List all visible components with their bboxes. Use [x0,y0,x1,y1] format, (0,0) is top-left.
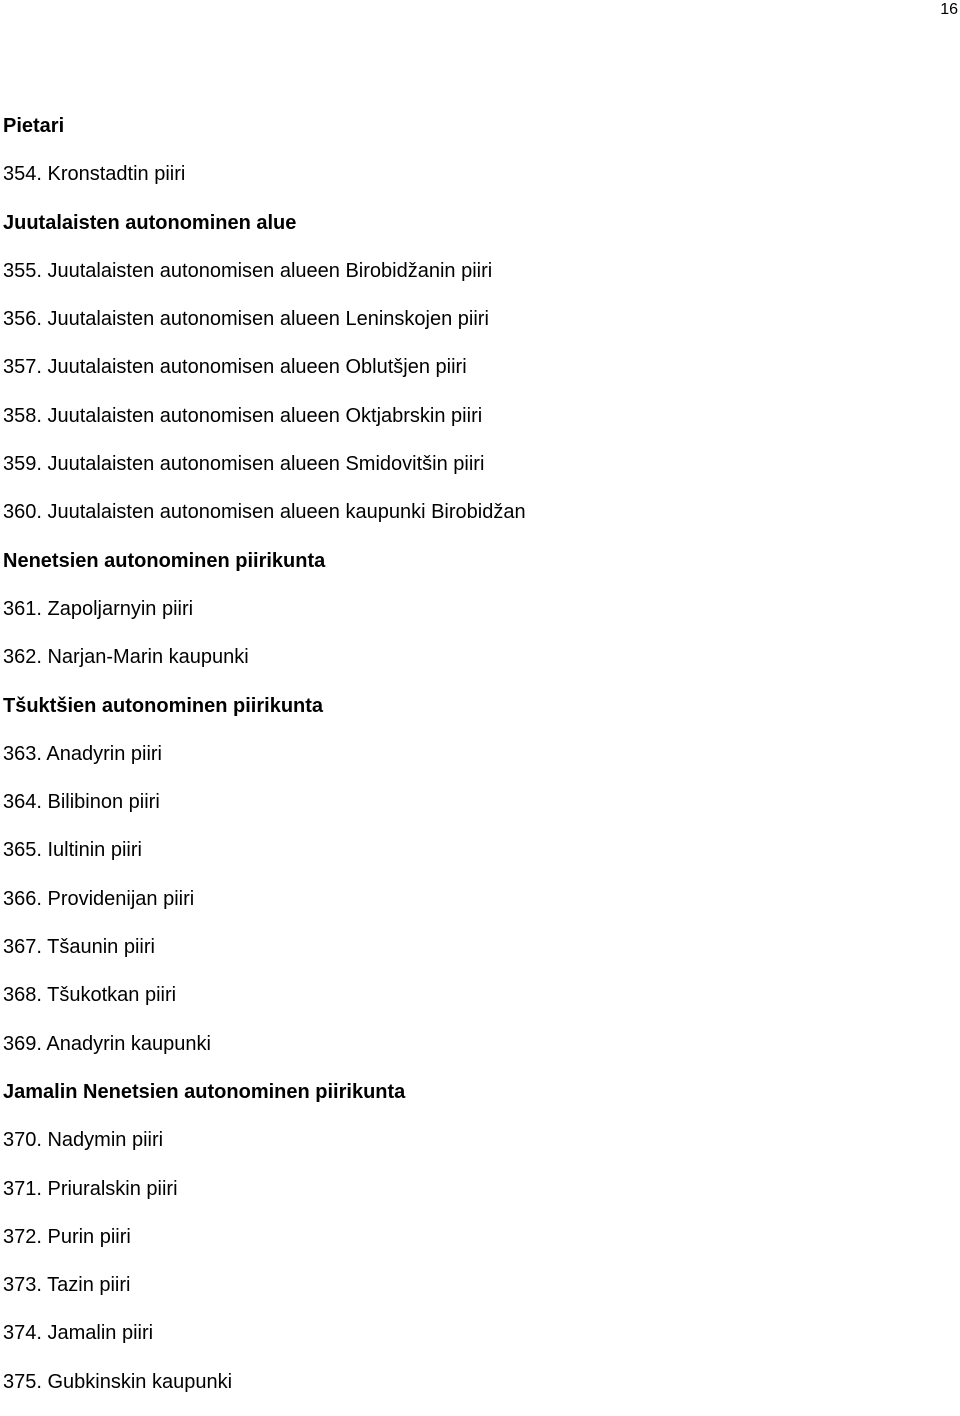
list-item: 373. Tazin piiri [3,1274,131,1297]
section-heading: Juutalaisten autonominen alue [3,211,297,234]
list-item: 354. Kronstadtin piiri [3,163,186,186]
list-item: 375. Gubkinskin kaupunki [3,1370,233,1393]
list-item: 374. Jamalin piiri [3,1322,154,1345]
list-item: 367. Tšaunin piiri [3,936,155,959]
section-heading: Pietari [3,115,65,137]
list-item: 368. Tšukotkan piiri [3,984,177,1007]
list-item: 372. Purin piiri [3,1225,131,1248]
section-heading: Tšuktšien autonominen piirikunta [3,694,324,717]
list-item: 359. Juutalaisten autonomisen alueen Smidovitšin piiri [3,453,485,476]
section-heading: Jamalin Nenetsien autonominen piirikunta [3,1080,406,1103]
page-number: 16 [940,1,958,18]
list-item: 364. Bilibinon piiri [3,791,160,814]
list-item: 357. Juutalaisten autonomisen alueen Oblutšjen piiri [3,356,467,379]
list-item: 361. Zapoljarnyin piiri [3,597,194,620]
list-item: 356. Juutalaisten autonomisen alueen Leninskojen piiri [3,308,489,331]
list-item: 355. Juutalaisten autonomisen alueen Birobidžanin piiri [3,259,493,282]
list-item: 369. Anadyrin kaupunki [3,1032,211,1055]
section-heading: Nenetsien autonominen piirikunta [3,549,326,572]
list-item: 360. Juutalaisten autonomisen alueen kaupunki Birobidžan [3,501,526,524]
list-item: 358. Juutalaisten autonomisen alueen Oktjabrskin piiri [3,404,483,427]
list-item: 370. Nadymin piiri [3,1129,164,1152]
document-body [3,112,943,1416]
list-item: 362. Narjan-Marin kaupunki [3,646,249,669]
list-item: 371. Priuralskin piiri [3,1177,178,1200]
list-item: 366. Providenijan piiri [3,887,195,910]
list-item: 363. Anadyrin piiri [3,742,162,765]
list-item: 365. Iultinin piiri [3,839,142,862]
